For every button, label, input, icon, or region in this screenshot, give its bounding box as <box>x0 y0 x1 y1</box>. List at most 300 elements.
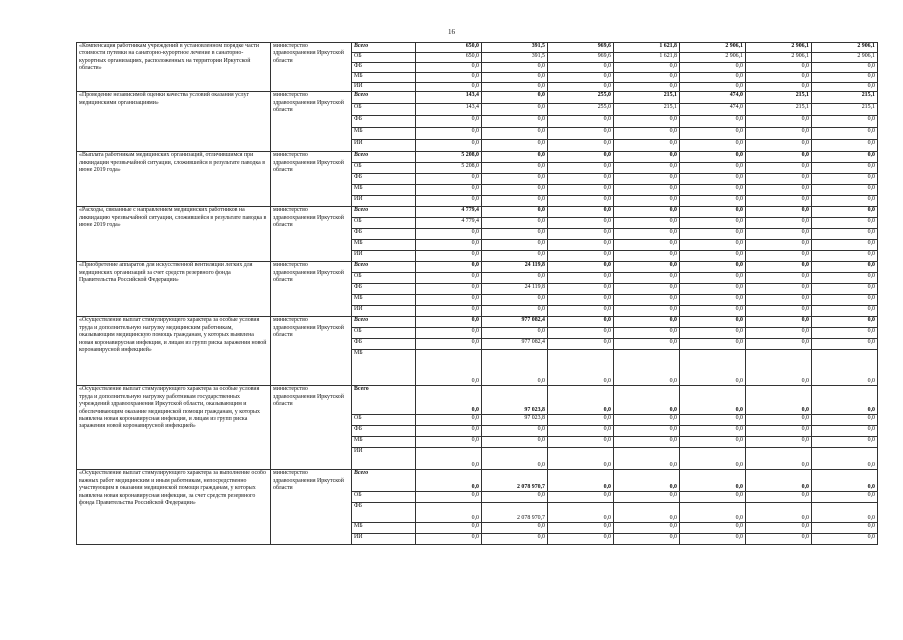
amount-cell: 215,1 <box>614 92 680 104</box>
amount-cell: 0,0 <box>548 284 614 295</box>
amount-cell: 0,0 <box>482 426 548 437</box>
funding-source-label: ФБ <box>352 62 416 72</box>
funding-source-label: ОБ <box>352 273 416 284</box>
amount-cell: 0,0 <box>746 503 812 523</box>
amount-cell: 0,0 <box>614 218 680 229</box>
amount-cell: 0,0 <box>482 62 548 72</box>
amount-cell: 2 078 970,7 <box>482 470 548 492</box>
amount-cell: 0,0 <box>548 251 614 262</box>
amount-cell: 0,0 <box>614 415 680 426</box>
funding-source-label: ИИ <box>352 82 416 92</box>
table-row <box>77 386 878 415</box>
funding-source-label: ИИ <box>352 140 416 152</box>
amount-cell: 0,0 <box>482 492 548 503</box>
funding-source-label: ФБ <box>352 284 416 295</box>
amount-cell: 0,0 <box>416 251 482 262</box>
amount-cell: 0,0 <box>680 174 746 185</box>
amount-cell: 0,0 <box>416 470 482 492</box>
amount-cell: 0,0 <box>548 116 614 128</box>
amount-cell: 0,0 <box>746 185 812 196</box>
amount-cell: 0,0 <box>482 185 548 196</box>
amount-cell: 0,0 <box>812 317 878 328</box>
funding-source-label: Всего <box>352 43 416 53</box>
amount-cell: 0,0 <box>614 116 680 128</box>
amount-cell: 0,0 <box>812 152 878 163</box>
amount-cell: 0,0 <box>614 448 680 470</box>
funding-source-label: ИИ <box>352 251 416 262</box>
amount-cell: 0,0 <box>614 523 680 534</box>
amount-cell: 0,0 <box>548 140 614 152</box>
amount-cell: 0,0 <box>680 503 746 523</box>
amount-cell: 0,0 <box>812 339 878 350</box>
funding-source-label: ИИ <box>352 196 416 207</box>
measure-description: «Выплата работникам медицинских организаций, отличившимся при ликвидации чрезвычайной ситуации, сложившейся в результате паводка в июне 2019 года» <box>77 152 271 207</box>
amount-cell: 0,0 <box>746 140 812 152</box>
amount-cell: 0,0 <box>746 386 812 415</box>
amount-cell: 0,0 <box>548 240 614 251</box>
amount-cell: 0,0 <box>746 152 812 163</box>
amount-cell: 24 119,8 <box>482 284 548 295</box>
amount-cell: 0,0 <box>812 185 878 196</box>
amount-cell: 5 208,0 <box>416 152 482 163</box>
amount-cell: 0,0 <box>614 426 680 437</box>
amount-cell: 0,0 <box>614 306 680 317</box>
amount-cell: 0,0 <box>416 492 482 503</box>
amount-cell: 0,0 <box>812 229 878 240</box>
amount-cell: 0,0 <box>614 251 680 262</box>
amount-cell: 0,0 <box>548 470 614 492</box>
amount-cell: 0,0 <box>812 350 878 386</box>
amount-cell: 0,0 <box>614 339 680 350</box>
amount-cell: 143,4 <box>416 104 482 116</box>
amount-cell: 0,0 <box>548 503 614 523</box>
amount-cell: 0,0 <box>614 262 680 273</box>
amount-cell: 0,0 <box>416 295 482 306</box>
amount-cell: 0,0 <box>482 207 548 218</box>
amount-cell: 0,0 <box>680 295 746 306</box>
amount-cell: 0,0 <box>680 262 746 273</box>
amount-cell: 0,0 <box>416 503 482 523</box>
amount-cell: 0,0 <box>680 62 746 72</box>
measure-description: «Проведение независимой оценки качества условий оказания услуг медицинскими организациями» <box>77 92 271 152</box>
funding-source-label: Всего <box>352 386 416 415</box>
amount-cell: 0,0 <box>416 128 482 140</box>
amount-cell: 0,0 <box>746 523 812 534</box>
funding-source-label: ОБ <box>352 104 416 116</box>
table-row <box>77 43 878 53</box>
amount-cell: 0,0 <box>614 503 680 523</box>
amount-cell: 0,0 <box>746 415 812 426</box>
amount-cell: 0,0 <box>746 207 812 218</box>
amount-cell: 0,0 <box>746 72 812 82</box>
amount-cell: 0,0 <box>746 229 812 240</box>
amount-cell: 0,0 <box>614 492 680 503</box>
amount-cell: 2 906,1 <box>680 43 746 53</box>
funding-source-label: Всего <box>352 262 416 273</box>
amount-cell: 97 023,8 <box>482 386 548 415</box>
amount-cell: 0,0 <box>548 295 614 306</box>
amount-cell: 0,0 <box>482 306 548 317</box>
amount-cell: 2 906,1 <box>812 52 878 62</box>
amount-cell: 0,0 <box>746 163 812 174</box>
amount-cell: 97 023,8 <box>482 415 548 426</box>
amount-cell: 0,0 <box>746 306 812 317</box>
amount-cell: 2 906,1 <box>680 52 746 62</box>
amount-cell: 0,0 <box>680 306 746 317</box>
amount-cell: 0,0 <box>680 470 746 492</box>
amount-cell: 0,0 <box>416 62 482 72</box>
amount-cell: 2 078 970,7 <box>482 503 548 523</box>
amount-cell: 0,0 <box>812 534 878 545</box>
amount-cell: 0,0 <box>812 284 878 295</box>
amount-cell: 0,0 <box>614 437 680 448</box>
amount-cell: 0,0 <box>746 437 812 448</box>
amount-cell: 0,0 <box>482 72 548 82</box>
amount-cell: 0,0 <box>812 437 878 448</box>
amount-cell: 4 779,4 <box>416 207 482 218</box>
amount-cell: 0,0 <box>812 262 878 273</box>
amount-cell: 0,0 <box>680 328 746 339</box>
funding-source-label: ОБ <box>352 328 416 339</box>
amount-cell: 0,0 <box>746 350 812 386</box>
amount-cell: 0,0 <box>548 317 614 328</box>
amount-cell: 0,0 <box>812 72 878 82</box>
funding-source-label: МБ <box>352 72 416 82</box>
amount-cell: 977 082,4 <box>482 339 548 350</box>
funding-source-label: Всего <box>352 207 416 218</box>
amount-cell: 0,0 <box>416 229 482 240</box>
amount-cell: 0,0 <box>614 185 680 196</box>
amount-cell: 0,0 <box>746 273 812 284</box>
amount-cell: 0,0 <box>812 503 878 523</box>
amount-cell: 0,0 <box>416 386 482 415</box>
amount-cell: 0,0 <box>482 534 548 545</box>
amount-cell: 2 906,1 <box>746 43 812 53</box>
measure-description: «Расходы, связанные с направлением медицинских работников на ликвидацию чрезвычайной ситуации, сложившейся в результате паводка в июне 2019 года» <box>77 207 271 262</box>
amount-cell: 0,0 <box>482 82 548 92</box>
amount-cell: 0,0 <box>614 386 680 415</box>
amount-cell: 0,0 <box>482 163 548 174</box>
responsible-executor: министерство здравоохранения Иркутской области <box>271 152 352 207</box>
amount-cell: 0,0 <box>548 534 614 545</box>
amount-cell: 0,0 <box>548 306 614 317</box>
amount-cell: 0,0 <box>812 251 878 262</box>
amount-cell: 0,0 <box>746 116 812 128</box>
amount-cell: 0,0 <box>812 273 878 284</box>
responsible-executor: министерство здравоохранения Иркутской области <box>271 470 352 545</box>
funding-source-label: Всего <box>352 470 416 492</box>
funding-source-label: МБ <box>352 437 416 448</box>
amount-cell: 0,0 <box>416 350 482 386</box>
amount-cell: 0,0 <box>416 240 482 251</box>
measure-description: «Осуществление выплат стимулирующего характера за особые условия труда и дополнительную нагрузку работникам государственных учреждений здравоохранения Иркутской области, оказывающим и обеспечивающим оказание медицинской помощи гражданам, у которых выявлена новая коронавирусная инфекция, и лицам из групп риска заражения новой коронавирусной инфекцией» <box>77 386 271 470</box>
amount-cell: 0,0 <box>548 218 614 229</box>
amount-cell: 0,0 <box>812 448 878 470</box>
amount-cell: 0,0 <box>614 174 680 185</box>
amount-cell: 0,0 <box>548 437 614 448</box>
measure-description: «Приобретение аппаратов для искусственной вентиляции легких для медицинских организаций за счет средств резервного фонда Правительства Российской Федерации» <box>77 262 271 317</box>
responsible-executor: министерство здравоохранения Иркутской области <box>271 92 352 152</box>
amount-cell: 0,0 <box>416 273 482 284</box>
responsible-executor: министерство здравоохранения Иркутской области <box>271 262 352 317</box>
amount-cell: 0,0 <box>680 116 746 128</box>
amount-cell: 0,0 <box>416 284 482 295</box>
amount-cell: 977 082,4 <box>482 317 548 328</box>
amount-cell: 215,1 <box>746 92 812 104</box>
amount-cell: 0,0 <box>680 350 746 386</box>
funding-source-label: Всего <box>352 92 416 104</box>
amount-cell: 0,0 <box>746 196 812 207</box>
amount-cell: 0,0 <box>812 196 878 207</box>
amount-cell: 474,0 <box>680 92 746 104</box>
amount-cell: 0,0 <box>746 262 812 273</box>
amount-cell: 0,0 <box>680 140 746 152</box>
amount-cell: 0,0 <box>416 437 482 448</box>
amount-cell: 650,0 <box>416 43 482 53</box>
amount-cell: 0,0 <box>746 448 812 470</box>
amount-cell: 650,0 <box>416 52 482 62</box>
amount-cell: 0,0 <box>812 386 878 415</box>
funding-source-label: ИИ <box>352 448 416 470</box>
amount-cell: 0,0 <box>680 229 746 240</box>
amount-cell: 0,0 <box>548 229 614 240</box>
amount-cell: 215,1 <box>746 104 812 116</box>
table-row <box>77 152 878 163</box>
amount-cell: 0,0 <box>812 426 878 437</box>
amount-cell: 0,0 <box>416 448 482 470</box>
amount-cell: 143,4 <box>416 92 482 104</box>
amount-cell: 215,1 <box>614 104 680 116</box>
amount-cell: 969,6 <box>548 43 614 53</box>
amount-cell: 0,0 <box>548 339 614 350</box>
amount-cell: 0,0 <box>680 152 746 163</box>
funding-source-label: ФБ <box>352 174 416 185</box>
amount-cell: 0,0 <box>416 328 482 339</box>
budget-table <box>76 42 878 545</box>
amount-cell: 0,0 <box>680 534 746 545</box>
funding-source-label: МБ <box>352 240 416 251</box>
amount-cell: 4 779,4 <box>416 218 482 229</box>
amount-cell: 0,0 <box>812 328 878 339</box>
amount-cell: 0,0 <box>482 437 548 448</box>
amount-cell: 0,0 <box>548 82 614 92</box>
amount-cell: 0,0 <box>482 251 548 262</box>
amount-cell: 474,0 <box>680 104 746 116</box>
amount-cell: 0,0 <box>482 218 548 229</box>
amount-cell: 2 906,1 <box>746 52 812 62</box>
amount-cell: 0,0 <box>680 386 746 415</box>
funding-source-label: ФБ <box>352 229 416 240</box>
amount-cell: 0,0 <box>416 116 482 128</box>
funding-source-label: ОБ <box>352 415 416 426</box>
funding-source-label: ИИ <box>352 534 416 545</box>
amount-cell: 0,0 <box>680 284 746 295</box>
funding-source-label: ОБ <box>352 163 416 174</box>
funding-source-label: ФБ <box>352 339 416 350</box>
amount-cell: 0,0 <box>614 273 680 284</box>
amount-cell: 0,0 <box>746 82 812 92</box>
funding-source-label: Всего <box>352 152 416 163</box>
funding-source-label: МБ <box>352 350 416 386</box>
amount-cell: 0,0 <box>548 185 614 196</box>
amount-cell: 0,0 <box>680 448 746 470</box>
amount-cell: 0,0 <box>812 128 878 140</box>
amount-cell: 0,0 <box>812 163 878 174</box>
amount-cell: 0,0 <box>548 152 614 163</box>
amount-cell: 0,0 <box>614 284 680 295</box>
amount-cell: 0,0 <box>614 62 680 72</box>
amount-cell: 0,0 <box>812 240 878 251</box>
measure-description: «Осуществление выплат стимулирующего характера за особые условия труда и дополнительную нагрузку медицинским работникам, оказывающим медицинскую помощь гражданам, у которых выявлена новая коронавирусная инфекция, и лицам из групп риска заражения новой коронавирусной инфекцией» <box>77 317 271 386</box>
page-number: 16 <box>448 28 455 36</box>
funding-source-label: МБ <box>352 128 416 140</box>
amount-cell: 215,1 <box>812 104 878 116</box>
amount-cell: 0,0 <box>548 426 614 437</box>
amount-cell: 255,0 <box>548 92 614 104</box>
amount-cell: 0,0 <box>416 185 482 196</box>
amount-cell: 969,6 <box>548 52 614 62</box>
amount-cell: 0,0 <box>416 196 482 207</box>
amount-cell: 215,1 <box>812 92 878 104</box>
amount-cell: 0,0 <box>680 415 746 426</box>
amount-cell: 0,0 <box>812 523 878 534</box>
amount-cell: 0,0 <box>614 470 680 492</box>
amount-cell: 0,0 <box>812 116 878 128</box>
amount-cell: 0,0 <box>482 523 548 534</box>
amount-cell: 0,0 <box>482 152 548 163</box>
amount-cell: 0,0 <box>680 437 746 448</box>
amount-cell: 0,0 <box>614 72 680 82</box>
amount-cell: 0,0 <box>548 262 614 273</box>
table-row <box>77 262 878 273</box>
amount-cell: 0,0 <box>548 386 614 415</box>
amount-cell: 0,0 <box>812 62 878 72</box>
amount-cell: 0,0 <box>548 492 614 503</box>
amount-cell: 1 621,8 <box>614 52 680 62</box>
amount-cell: 0,0 <box>416 306 482 317</box>
amount-cell: 0,0 <box>548 128 614 140</box>
table-row <box>77 92 878 104</box>
amount-cell: 0,0 <box>482 92 548 104</box>
amount-cell: 0,0 <box>614 350 680 386</box>
funding-source-label: ОБ <box>352 52 416 62</box>
amount-cell: 0,0 <box>416 415 482 426</box>
amount-cell: 255,0 <box>548 104 614 116</box>
amount-cell: 0,0 <box>482 229 548 240</box>
responsible-executor: министерство здравоохранения Иркутской области <box>271 386 352 470</box>
amount-cell: 0,0 <box>614 240 680 251</box>
amount-cell: 0,0 <box>548 273 614 284</box>
amount-cell: 0,0 <box>746 328 812 339</box>
funding-source-label: ИИ <box>352 306 416 317</box>
amount-cell: 0,0 <box>482 295 548 306</box>
amount-cell: 0,0 <box>680 163 746 174</box>
amount-cell: 0,0 <box>746 174 812 185</box>
amount-cell: 0,0 <box>614 163 680 174</box>
amount-cell: 0,0 <box>416 523 482 534</box>
amount-cell: 0,0 <box>614 229 680 240</box>
amount-cell: 5 208,0 <box>416 163 482 174</box>
funding-source-label: МБ <box>352 523 416 534</box>
amount-cell: 0,0 <box>548 523 614 534</box>
responsible-executor: министерство здравоохранения Иркутской области <box>271 43 352 92</box>
amount-cell: 0,0 <box>482 350 548 386</box>
amount-cell: 0,0 <box>680 523 746 534</box>
amount-cell: 0,0 <box>812 470 878 492</box>
amount-cell: 0,0 <box>812 82 878 92</box>
table-row <box>77 470 878 492</box>
amount-cell: 0,0 <box>812 295 878 306</box>
amount-cell: 0,0 <box>746 470 812 492</box>
funding-source-label: ФБ <box>352 426 416 437</box>
amount-cell: 0,0 <box>614 317 680 328</box>
amount-cell: 2 906,1 <box>812 43 878 53</box>
amount-cell: 0,0 <box>548 163 614 174</box>
amount-cell: 0,0 <box>680 196 746 207</box>
amount-cell: 0,0 <box>680 185 746 196</box>
amount-cell: 0,0 <box>548 72 614 82</box>
amount-cell: 0,0 <box>482 448 548 470</box>
amount-cell: 0,0 <box>746 295 812 306</box>
amount-cell: 0,0 <box>614 328 680 339</box>
amount-cell: 0,0 <box>746 284 812 295</box>
amount-cell: 0,0 <box>680 218 746 229</box>
funding-source-label: ОБ <box>352 218 416 229</box>
amount-cell: 0,0 <box>614 128 680 140</box>
amount-cell: 0,0 <box>680 492 746 503</box>
amount-cell: 0,0 <box>680 82 746 92</box>
amount-cell: 0,0 <box>548 415 614 426</box>
amount-cell: 0,0 <box>812 174 878 185</box>
measure-description: «Компенсация работникам учреждений в установленном порядке части стоимости путевки на санаторно-курортное лечение в санаторно-курортных организациях, расположенных на территории Иркутской области» <box>77 43 271 92</box>
amount-cell: 0,0 <box>548 448 614 470</box>
amount-cell: 0,0 <box>680 240 746 251</box>
amount-cell: 0,0 <box>416 72 482 82</box>
amount-cell: 0,0 <box>416 174 482 185</box>
amount-cell: 1 621,8 <box>614 43 680 53</box>
amount-cell: 0,0 <box>680 273 746 284</box>
amount-cell: 0,0 <box>614 207 680 218</box>
amount-cell: 0,0 <box>746 128 812 140</box>
amount-cell: 0,0 <box>482 128 548 140</box>
amount-cell: 0,0 <box>614 82 680 92</box>
amount-cell: 0,0 <box>482 196 548 207</box>
amount-cell: 0,0 <box>614 196 680 207</box>
amount-cell: 0,0 <box>548 174 614 185</box>
measure-description: «Осуществление выплат стимулирующего характера за выполнение особо важных работ медицинским и иным работникам, непосредственно участвующим в оказании медицинской помощи гражданам, у которых выявлена новая коронавирусная инфекция, за счет средств резервного фонда Правительства Российской Федерации» <box>77 470 271 545</box>
amount-cell: 0,0 <box>416 82 482 92</box>
amount-cell: 0,0 <box>614 140 680 152</box>
table-row <box>77 207 878 218</box>
amount-cell: 0,0 <box>680 207 746 218</box>
amount-cell: 0,0 <box>746 426 812 437</box>
amount-cell: 0,0 <box>746 492 812 503</box>
amount-cell: 24 119,8 <box>482 262 548 273</box>
amount-cell: 0,0 <box>614 534 680 545</box>
amount-cell: 0,0 <box>482 328 548 339</box>
amount-cell: 0,0 <box>416 317 482 328</box>
amount-cell: 391,5 <box>482 52 548 62</box>
amount-cell: 0,0 <box>482 240 548 251</box>
amount-cell: 0,0 <box>680 426 746 437</box>
amount-cell: 0,0 <box>548 328 614 339</box>
amount-cell: 0,0 <box>482 104 548 116</box>
funding-source-label: ФБ <box>352 116 416 128</box>
amount-cell: 0,0 <box>416 140 482 152</box>
amount-cell: 0,0 <box>614 152 680 163</box>
amount-cell: 0,0 <box>746 339 812 350</box>
amount-cell: 0,0 <box>416 262 482 273</box>
